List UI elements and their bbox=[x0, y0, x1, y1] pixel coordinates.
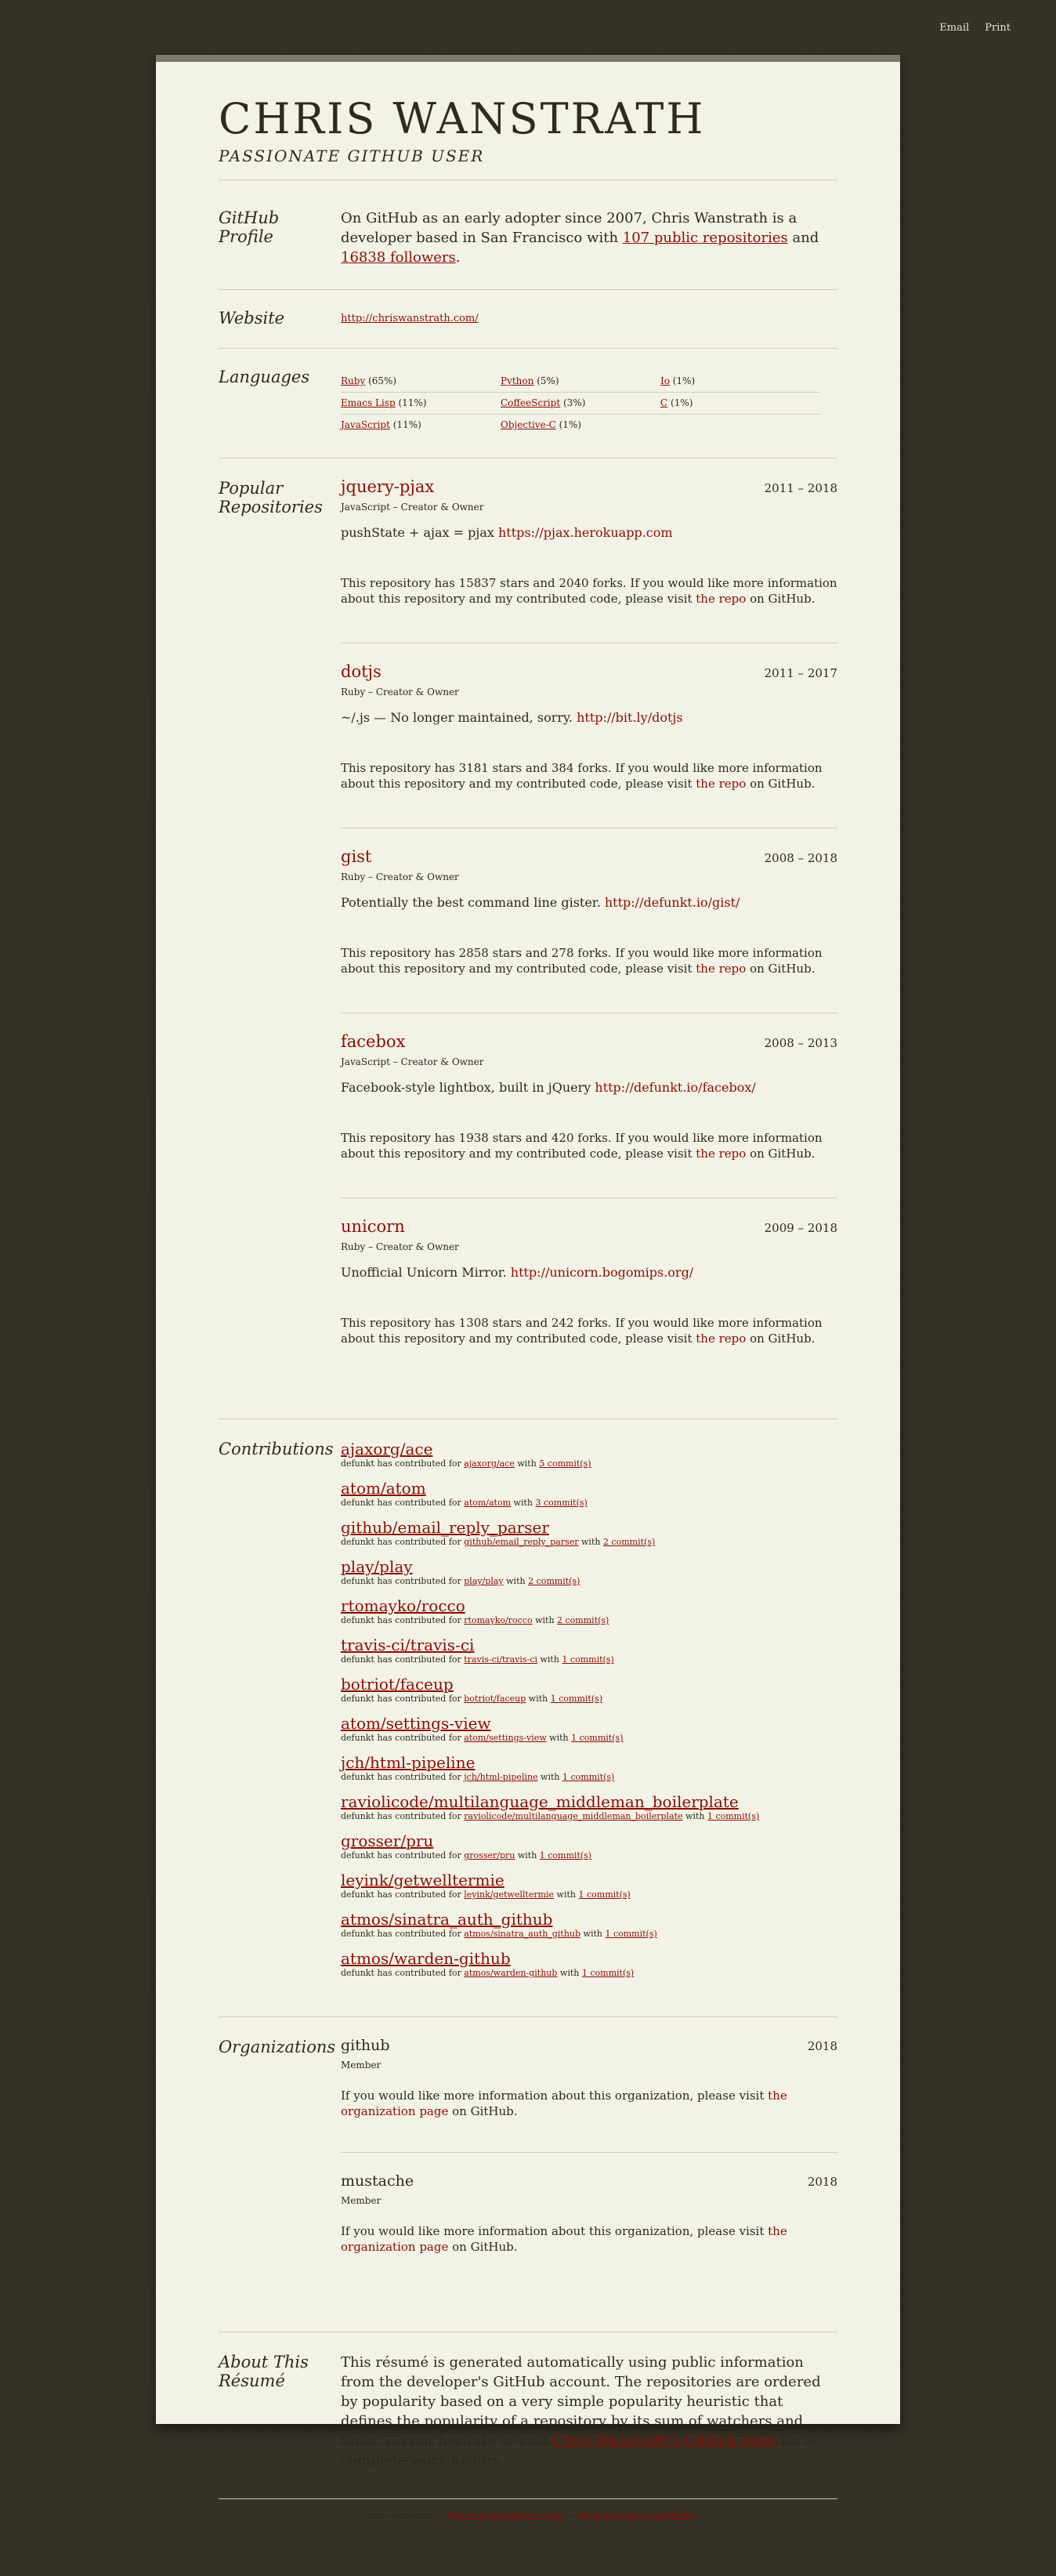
contribution-commits-link[interactable]: 1 commit(s) bbox=[550, 1694, 603, 1704]
language-percent: (3%) bbox=[562, 397, 586, 408]
contribution-repo-link[interactable]: atom/atom bbox=[341, 1479, 426, 1498]
contribution-repo-link[interactable]: rtomayko/rocco bbox=[341, 1596, 465, 1615]
contribution-repo-link[interactable]: travis-ci/travis-ci bbox=[341, 1636, 475, 1654]
about-text-part: for a complete work history. bbox=[341, 2433, 814, 2469]
contribution-repo-small-link[interactable]: leyink/getwelltermie bbox=[464, 1889, 555, 1900]
organization-description bbox=[341, 2223, 837, 2255]
website-link[interactable]: http://chriswanstrath.com/ bbox=[341, 313, 479, 324]
language-link[interactable]: Io bbox=[660, 375, 670, 386]
contribution-repo-small-link[interactable]: jch/html-pipeline bbox=[464, 1772, 538, 1782]
contribution-repo-small-link[interactable]: rtomayko/rocco bbox=[464, 1615, 533, 1625]
contribution-item bbox=[341, 1636, 837, 1665]
footer-website-link[interactable]: http://chriswanstrath.com/ bbox=[447, 2510, 564, 2520]
contribution-with: with bbox=[580, 1929, 606, 1939]
contribution-commits-link[interactable]: 2 commit(s) bbox=[528, 1576, 580, 1586]
email-link[interactable]: Email bbox=[939, 22, 970, 34]
contribution-repo-small-link[interactable]: atom/atom bbox=[464, 1498, 512, 1508]
contribution-repo-link[interactable]: atom/settings-view bbox=[341, 1714, 491, 1733]
about-text bbox=[341, 2353, 837, 2470]
contribution-repo-link[interactable]: grosser/pru bbox=[341, 1831, 434, 1850]
repo-description bbox=[341, 1264, 837, 1281]
repo-stats bbox=[341, 945, 837, 976]
contribution-commits-link[interactable]: 1 commit(s) bbox=[562, 1772, 615, 1782]
repo-name-link[interactable]: gist bbox=[341, 847, 372, 866]
language-item bbox=[341, 371, 501, 393]
section-title-line: Repositories bbox=[219, 498, 323, 516]
organization-description-text: If you would like more information about this organization, please visit bbox=[341, 2089, 768, 2103]
contribution-with: with bbox=[554, 1889, 579, 1900]
repo-link[interactable]: the repo bbox=[696, 1331, 747, 1346]
contribution-item bbox=[341, 1440, 837, 1469]
repo-homepage-link[interactable]: http://bit.ly/dotjs bbox=[577, 710, 683, 725]
section-title-profile bbox=[219, 208, 341, 267]
language-item bbox=[501, 393, 660, 415]
repo-stats-text: on GitHub. bbox=[746, 962, 816, 976]
repo-stats-text: on GitHub. bbox=[746, 777, 816, 791]
contribution-repo-small-link[interactable]: travis-ci/travis-ci bbox=[464, 1654, 537, 1665]
repo-stats-text: This repository has 15837 stars and 2040 forks. If you would like more information about this repository and my contributed code, please visit bbox=[341, 576, 837, 606]
repo-name-link[interactable]: facebox bbox=[341, 1032, 406, 1051]
profile-text-part: and bbox=[787, 230, 819, 246]
language-item bbox=[501, 415, 660, 436]
repo-description bbox=[341, 894, 837, 911]
contribution-repo-link[interactable]: atmos/warden-github bbox=[341, 1949, 511, 1968]
footer-name: Chris Wanstrath bbox=[361, 2510, 433, 2520]
contribution-prefix: defunkt has contributed for bbox=[341, 1929, 465, 1939]
contribution-repo-small-link[interactable]: play/play bbox=[464, 1576, 504, 1586]
contribution-with: with bbox=[515, 1850, 540, 1860]
contribution-with: with bbox=[537, 1654, 562, 1665]
repo-stats-text: on GitHub. bbox=[746, 1331, 816, 1346]
language-item bbox=[660, 371, 820, 393]
language-link[interactable]: JavaScript bbox=[341, 419, 390, 430]
contribution-with: with bbox=[546, 1733, 572, 1743]
section-title-line: GitHub bbox=[219, 208, 280, 227]
repo-years: 2011 – 2017 bbox=[764, 666, 837, 680]
github-page-link[interactable]: Chris Wanstrath's GitHub page bbox=[552, 2433, 776, 2449]
language-percent: (11%) bbox=[392, 419, 421, 430]
organizations-body bbox=[341, 2038, 837, 2288]
contribution-prefix: defunkt has contributed for bbox=[341, 1537, 465, 1547]
contribution-prefix: defunkt has contributed for bbox=[341, 1615, 465, 1625]
repo-stats bbox=[341, 1130, 837, 1161]
organization-description-text: on GitHub. bbox=[448, 2240, 518, 2254]
repo-item bbox=[341, 643, 837, 828]
contribution-with: with bbox=[578, 1537, 603, 1547]
repo-stats-text: This repository has 1308 stars and 242 forks. If you would like more information about this repository and my contributed code, please visit bbox=[341, 1316, 823, 1346]
contribution-item bbox=[341, 1557, 837, 1587]
language-percent: (1%) bbox=[672, 375, 696, 386]
contribution-prefix: defunkt has contributed for bbox=[341, 1458, 465, 1469]
footer-github-link[interactable]: https://github.com/defunkt bbox=[577, 2510, 695, 2520]
repo-years: 2011 – 2018 bbox=[764, 481, 837, 495]
repo-stats-text: This repository has 3181 stars and 384 forks. If you would like more information about this repository and my contributed code, please visit bbox=[341, 761, 823, 791]
contribution-prefix: defunkt has contributed for bbox=[341, 1733, 465, 1743]
contribution-with: with bbox=[532, 1615, 558, 1625]
language-item bbox=[501, 371, 660, 393]
repo-header bbox=[341, 664, 837, 682]
language-link[interactable]: Objective-C bbox=[501, 419, 556, 430]
contribution-with: with bbox=[682, 1811, 707, 1821]
repo-homepage-link[interactable]: http://unicorn.bogomips.org/ bbox=[510, 1265, 694, 1280]
repositories-section bbox=[219, 458, 837, 1418]
contribution-item bbox=[341, 1831, 837, 1861]
repo-item bbox=[341, 1013, 837, 1197]
organization-year: 2018 bbox=[807, 2039, 837, 2053]
languages-body bbox=[341, 368, 837, 436]
contribution-with: with bbox=[526, 1694, 551, 1704]
section-title-website: Website bbox=[219, 309, 285, 328]
section-title-line: Résumé bbox=[219, 2371, 285, 2390]
contribution-repo-link[interactable]: leyink/getwelltermie bbox=[341, 1871, 504, 1889]
section-title-organizations: Organizations bbox=[219, 2038, 336, 2056]
contribution-prefix: defunkt has contributed for bbox=[341, 1811, 465, 1821]
contribution-prefix: defunkt has contributed for bbox=[341, 1889, 465, 1900]
contribution-commits-link[interactable]: 3 commit(s) bbox=[535, 1498, 588, 1508]
organization-role: Member bbox=[341, 2060, 382, 2071]
repo-years: 2008 – 2018 bbox=[764, 851, 837, 865]
contribution-prefix: defunkt has contributed for bbox=[341, 1654, 465, 1665]
contribution-commits-link[interactable]: 1 commit(s) bbox=[571, 1733, 624, 1743]
repo-description-text: pushState + ajax = pjax bbox=[341, 525, 494, 540]
contribution-repo-link[interactable]: raviolicode/multilanguage_middleman_boilerplate bbox=[341, 1792, 739, 1811]
contribution-commits-link[interactable]: 5 commit(s) bbox=[539, 1458, 591, 1469]
language-percent: (11%) bbox=[398, 397, 427, 408]
footer-separator: — bbox=[432, 2510, 447, 2520]
repo-years: 2009 – 2018 bbox=[764, 1221, 837, 1235]
repo-homepage-link[interactable]: https://pjax.herokuapp.com bbox=[497, 525, 673, 540]
contribution-with: with bbox=[514, 1458, 540, 1469]
section-title-line: About This bbox=[219, 2353, 309, 2371]
website-body bbox=[341, 309, 837, 328]
person-name: CHRIS WANSTRATH bbox=[219, 94, 706, 143]
repo-item bbox=[341, 828, 837, 1013]
section-title-line: Popular bbox=[219, 479, 284, 498]
about-section bbox=[219, 2332, 837, 2498]
contribution-with: with bbox=[537, 1772, 562, 1782]
contribution-item bbox=[341, 1675, 837, 1705]
about-body bbox=[341, 2353, 837, 2470]
repo-homepage-link[interactable]: http://defunkt.io/gist/ bbox=[604, 895, 740, 910]
about-text-part: This résumé is generated automatically using public information from the developer's GitHub account. The repositories are ordered by popularity based on a very simple popularity heuristic that defines the popularity of a repository by its sum of watchers and forks. Do not hesitate to visit bbox=[341, 2354, 821, 2449]
repo-stats-text: on GitHub. bbox=[746, 1147, 816, 1161]
repo-link[interactable]: the repo bbox=[696, 777, 747, 791]
contribution-commits-link[interactable]: 1 commit(s) bbox=[707, 1811, 760, 1821]
tagline: PASSIONATE GITHUB USER bbox=[219, 147, 485, 165]
profile-text-part: On GitHub as an early adopter since 2007, Chris Wanstrath is a developer based in San Francisco with bbox=[341, 210, 797, 246]
organization-name: github bbox=[341, 2037, 390, 2054]
repo-stats-text: This repository has 1938 stars and 420 forks. If you would like more information about this repository and my contributed code, please visit bbox=[341, 1131, 823, 1161]
contribution-prefix: defunkt has contributed for bbox=[341, 1850, 465, 1860]
repo-header bbox=[341, 849, 837, 867]
contribution-repo-link[interactable]: github/email_reply_parser bbox=[341, 1518, 549, 1537]
contribution-commits-link[interactable]: 1 commit(s) bbox=[578, 1889, 631, 1900]
section-title-repositories bbox=[219, 479, 341, 1382]
public-repos-link[interactable]: 107 public repositories bbox=[622, 230, 788, 246]
contribution-repo-small-link[interactable]: ajaxorg/ace bbox=[464, 1458, 515, 1469]
contribution-with: with bbox=[511, 1498, 536, 1508]
repo-name-link[interactable]: jquery-pjax bbox=[341, 477, 435, 496]
footer-separator: — bbox=[563, 2510, 578, 2520]
contribution-repo-small-link[interactable]: github/email_reply_parser bbox=[464, 1537, 579, 1547]
language-link[interactable]: Ruby bbox=[341, 375, 366, 386]
top-actions bbox=[927, 22, 1011, 34]
organization-description-text: on GitHub. bbox=[448, 2104, 518, 2118]
organization-page-link[interactable]: the organization page bbox=[341, 2224, 787, 2254]
language-item bbox=[660, 393, 820, 415]
contribution-commits-link[interactable]: 2 commit(s) bbox=[602, 1537, 656, 1547]
organization-item bbox=[341, 2152, 837, 2288]
repo-stats-text: This repository has 2858 stars and 278 forks. If you would like more information about this repository and my contributed code, please visit bbox=[341, 946, 823, 976]
contribution-repo-link[interactable]: play/play bbox=[341, 1557, 413, 1576]
repo-name-link[interactable]: unicorn bbox=[341, 1217, 405, 1236]
contribution-item bbox=[341, 1792, 837, 1822]
section-title-languages: Languages bbox=[219, 368, 310, 386]
repo-header bbox=[341, 1219, 837, 1237]
organizations-section bbox=[219, 2017, 837, 2331]
repo-role: JavaScript – Creator & Owner bbox=[341, 502, 484, 513]
language-percent: (1%) bbox=[559, 419, 582, 430]
languages-section bbox=[219, 349, 837, 458]
repo-description-text: ~/.js — No longer maintained, sorry. bbox=[341, 710, 573, 725]
contribution-prefix: defunkt has contributed for bbox=[341, 1694, 465, 1704]
repo-role: Ruby – Creator & Owner bbox=[341, 687, 459, 697]
contribution-prefix: defunkt has contributed for bbox=[341, 1498, 465, 1508]
repo-role: JavaScript – Creator & Owner bbox=[341, 1056, 484, 1067]
repo-description bbox=[341, 524, 837, 541]
contribution-repo-small-link[interactable]: raviolicode/multilanguage_middleman_boilerplate bbox=[464, 1811, 683, 1821]
repo-description-text: Unofficial Unicorn Mirror. bbox=[341, 1265, 507, 1280]
contribution-item bbox=[341, 1871, 837, 1900]
contribution-repo-small-link[interactable]: atmos/sinatra_auth_github bbox=[464, 1929, 581, 1939]
repo-stats bbox=[341, 575, 837, 607]
resume-header bbox=[219, 96, 837, 179]
language-percent: (1%) bbox=[671, 397, 693, 408]
repo-item bbox=[341, 479, 837, 643]
contribution-repo-link[interactable]: botriot/faceup bbox=[341, 1675, 454, 1694]
contribution-with: with bbox=[503, 1576, 529, 1586]
contribution-commits-link[interactable]: 1 commit(s) bbox=[605, 1929, 657, 1939]
organization-year: 2018 bbox=[807, 2175, 837, 2189]
profile-text-part: . bbox=[455, 249, 461, 266]
organization-page-link[interactable]: the organization page bbox=[341, 2089, 787, 2118]
repo-stats bbox=[341, 760, 837, 792]
repo-description-text: Facebook-style lightbox, built in jQuery bbox=[341, 1080, 591, 1095]
contribution-repo-link[interactable]: atmos/sinatra_auth_github bbox=[341, 1910, 553, 1929]
organization-name: mustache bbox=[341, 2172, 414, 2190]
language-link[interactable]: Python bbox=[501, 375, 534, 386]
contribution-repo-link[interactable]: jch/html-pipeline bbox=[341, 1753, 476, 1772]
language-percent: (5%) bbox=[537, 375, 559, 386]
language-percent: (65%) bbox=[368, 375, 397, 386]
contribution-commits-link[interactable]: 1 commit(s) bbox=[581, 1968, 635, 1978]
repo-link[interactable]: the repo bbox=[696, 962, 747, 976]
repo-description-text: Potentially the best command line gister. bbox=[341, 895, 601, 910]
repo-stats bbox=[341, 1315, 837, 1346]
repo-link[interactable]: the repo bbox=[696, 592, 747, 606]
organization-item bbox=[341, 2038, 837, 2152]
section-title-line: Profile bbox=[219, 227, 273, 246]
section-title-about bbox=[219, 2353, 341, 2470]
contribution-item bbox=[341, 1714, 837, 1744]
language-link[interactable]: CoffeeScript bbox=[501, 397, 561, 408]
organization-role: Member bbox=[341, 2195, 382, 2206]
contribution-commits-link[interactable]: 1 commit(s) bbox=[562, 1654, 614, 1665]
contributions-body bbox=[341, 1440, 837, 1988]
profile-body bbox=[341, 208, 837, 267]
contribution-prefix: defunkt has contributed for bbox=[341, 1772, 465, 1782]
repositories-body bbox=[341, 479, 837, 1382]
profile-section bbox=[219, 180, 837, 289]
contribution-repo-small-link[interactable]: atom/settings-view bbox=[464, 1733, 547, 1743]
contribution-prefix: defunkt has contributed for bbox=[341, 1968, 465, 1978]
profile-text bbox=[341, 208, 837, 267]
contribution-repo-link[interactable]: ajaxorg/ace bbox=[341, 1440, 433, 1458]
contribution-item bbox=[341, 1910, 837, 1940]
contribution-item bbox=[341, 1518, 837, 1548]
repo-homepage-link[interactable]: http://defunkt.io/facebox/ bbox=[595, 1080, 756, 1095]
language-list bbox=[341, 371, 837, 436]
repo-header bbox=[341, 1034, 837, 1052]
organization-description-text: If you would like more information about this organization, please visit bbox=[341, 2224, 768, 2238]
followers-link[interactable]: 16838 followers bbox=[341, 249, 456, 266]
repo-header bbox=[341, 479, 837, 497]
organization-header bbox=[341, 2038, 837, 2055]
repo-role: Ruby – Creator & Owner bbox=[341, 871, 459, 882]
print-link[interactable]: Print bbox=[985, 22, 1011, 34]
section-title-contributions: Contributions bbox=[219, 1440, 334, 1458]
contribution-prefix: defunkt has contributed for bbox=[341, 1576, 465, 1586]
repo-stats-text: on GitHub. bbox=[746, 592, 816, 606]
repo-years: 2008 – 2013 bbox=[764, 1036, 837, 1050]
repo-description bbox=[341, 709, 837, 726]
repo-name-link[interactable]: dotjs bbox=[341, 662, 382, 681]
repo-item bbox=[341, 1197, 837, 1382]
repo-role: Ruby – Creator & Owner bbox=[341, 1241, 459, 1252]
footer bbox=[219, 2499, 837, 2520]
contribution-commits-link[interactable]: 1 commit(s) bbox=[539, 1850, 592, 1860]
contribution-item bbox=[341, 1753, 837, 1783]
repo-description bbox=[341, 1079, 837, 1096]
contribution-repo-small-link[interactable]: grosser/pru bbox=[464, 1850, 515, 1860]
website-section bbox=[219, 290, 837, 348]
repo-link[interactable]: the repo bbox=[696, 1147, 747, 1161]
language-link[interactable]: C bbox=[660, 397, 668, 408]
contribution-item bbox=[341, 1479, 837, 1509]
contributions-section bbox=[219, 1419, 837, 2016]
language-item bbox=[341, 415, 501, 436]
contribution-repo-small-link[interactable]: atmos/warden-github bbox=[464, 1968, 558, 1978]
contribution-with: with bbox=[557, 1968, 582, 1978]
language-item bbox=[341, 393, 501, 415]
organization-description bbox=[341, 2088, 837, 2119]
organization-header bbox=[341, 2173, 837, 2190]
contribution-repo-small-link[interactable]: botriot/faceup bbox=[464, 1694, 526, 1704]
contribution-item bbox=[341, 1949, 837, 1979]
resume-paper bbox=[156, 55, 900, 2520]
language-link[interactable]: Emacs Lisp bbox=[341, 397, 396, 408]
contribution-item bbox=[341, 1596, 837, 1626]
contribution-commits-link[interactable]: 2 commit(s) bbox=[557, 1615, 609, 1625]
